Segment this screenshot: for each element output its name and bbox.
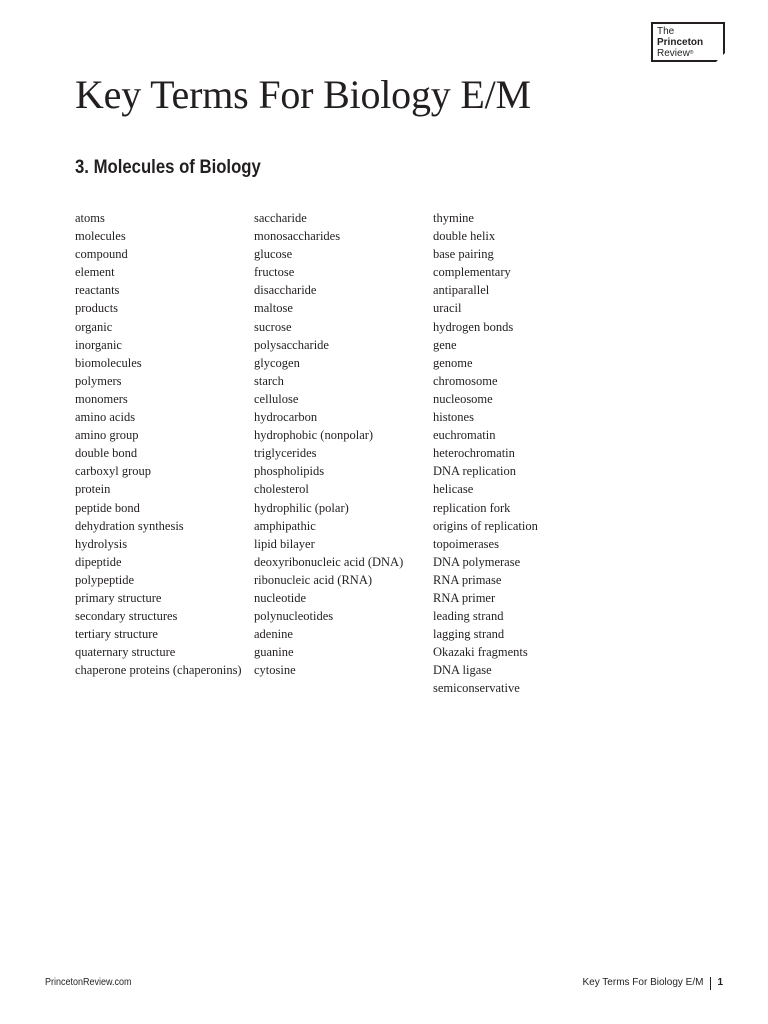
term-item: chaperone proteins (chaperonins) [75,663,242,678]
term-item: histones [433,410,474,425]
term-column-3 [433,209,608,698]
term-item: chromosome [433,373,498,388]
term-item: polynucleotides [254,609,334,624]
term-item: glycogen [254,355,300,370]
logo-line-the: The [657,26,675,37]
logo-review-text: Review [657,48,690,59]
princeton-review-logo [651,22,725,62]
term-item: complementary [433,265,511,280]
term-item: nucleotide [254,590,307,605]
term-item: hydrocarbon [254,410,318,425]
term-item: RNA primer [433,590,496,605]
footer-page-info [582,976,723,990]
term-item: polysaccharide [254,337,329,352]
term-item: phospholipids [254,464,325,479]
term-item: polymers [75,373,122,388]
term-item: guanine [254,645,294,660]
term-item: organic [75,319,113,334]
term-item: cholesterol [254,482,309,497]
term-item: element [75,265,115,280]
term-item: monomers [75,391,128,406]
footer-divider [710,977,711,990]
page-number: 1 [717,977,723,988]
term-item: molecules [75,229,126,244]
term-item: leading strand [433,609,504,624]
term-item: gene [433,337,457,352]
term-item: sucrose [254,319,292,334]
page-title: Key Terms For Biology E/M [75,72,531,117]
term-item: compound [75,247,128,262]
term-item: heterochromatin [433,446,515,461]
term-item: monosaccharides [254,229,341,244]
term-item: semiconservative [433,681,520,696]
term-item: topoimerases [433,536,499,551]
term-item: Okazaki fragments [433,645,528,660]
term-item: adenine [254,627,293,642]
term-item: euchromatin [433,428,496,443]
term-item: cellulose [254,391,299,406]
term-item: amphipathic [254,518,316,533]
term-item: deoxyribonucleic acid (DNA) [254,554,404,569]
term-item: dehydration synthesis [75,518,184,533]
term-item: maltose [254,301,293,316]
term-item: genome [433,355,473,370]
term-item: primary structure [75,590,162,605]
term-item: inorganic [75,337,122,352]
term-item: origins of replication [433,518,538,533]
term-item: lipid bilayer [254,536,315,551]
section-heading: 3. Molecules of Biology [75,157,261,178]
term-item: dipeptide [75,554,122,569]
term-item: products [75,301,119,316]
term-item: secondary structures [75,609,178,624]
term-item: biomolecules [75,355,142,370]
term-item: base pairing [433,247,494,262]
term-item: DNA replication [433,464,516,479]
term-item: cytosine [254,663,296,678]
term-item: DNA ligase [433,663,492,678]
term-item: double helix [433,229,496,244]
term-item: hydrophilic (polar) [254,500,349,515]
term-item: reactants [75,283,120,298]
term-item: replication fork [433,500,511,515]
term-item: glucose [254,247,293,262]
term-item: polypeptide [75,572,135,587]
term-item: fructose [254,265,295,280]
term-item: antiparallel [433,283,490,298]
term-item: disaccharide [254,283,317,298]
term-column-1 [75,209,250,679]
term-item: lagging strand [433,627,505,642]
term-item: carboxyl group [75,464,152,479]
term-item: thymine [433,211,474,225]
term-item: amino acids [75,410,136,425]
term-item: peptide bond [75,500,140,515]
term-item: DNA polymerase [433,554,521,569]
logo-line-review [657,48,723,59]
term-item: ribonucleic acid (RNA) [254,572,373,587]
footer-website: PrincetonReview.com [45,977,132,988]
term-item: hydrolysis [75,536,128,551]
term-item: quaternary structure [75,645,176,660]
term-item: tertiary structure [75,627,158,642]
term-item: uracil [433,301,462,316]
term-item: amino group [75,428,139,443]
term-column-2 [254,209,429,679]
term-item: atoms [75,211,105,225]
term-item: starch [254,373,284,388]
term-item: double bond [75,446,138,461]
logo-trademark: ® [689,50,694,56]
term-item: triglycerides [254,446,317,461]
term-item: hydrogen bonds [433,319,514,334]
term-item: protein [75,482,111,497]
term-item: RNA primase [433,572,502,587]
term-item: nucleosome [433,391,493,406]
footer-doc-title: Key Terms For Biology E/M [582,977,704,988]
term-item: saccharide [254,211,307,225]
term-item: helicase [433,482,474,497]
term-item: hydrophobic (nonpolar) [254,428,374,443]
logo-line-princeton: Princeton [657,37,704,48]
